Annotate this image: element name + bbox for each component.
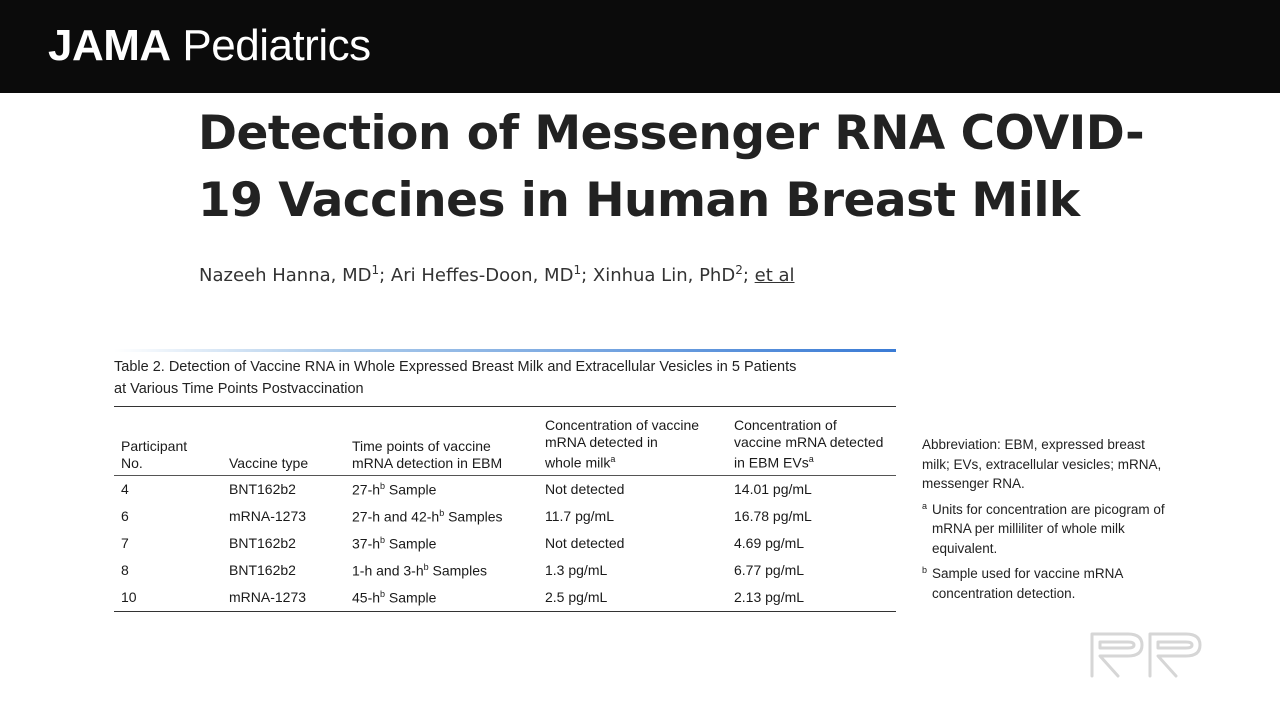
time-points (345, 557, 538, 584)
footnote-mark: b (439, 507, 445, 518)
article-title: Detection of Messenger RNA COVID-19 Vaccines in Human Breast Milk (198, 106, 1145, 228)
header-text: mRNA detected in (545, 434, 658, 450)
footnote-mark: b (922, 565, 928, 575)
author-affiliation: 2 (735, 263, 743, 277)
participant-no: 4 (121, 481, 129, 498)
author-name: Nazeeh Hanna, MD (199, 265, 372, 286)
table-caption-line: at Various Time Points Postvaccination (114, 381, 364, 397)
header-time-points (345, 407, 538, 475)
author-separator: ; (581, 265, 593, 286)
footnote-text: Units for concentration are picogram of mRNA per milliliter of whole milk equivalent. (932, 501, 1165, 556)
table-notes (922, 435, 1172, 609)
header-text: No. (121, 454, 143, 471)
time-text: Samples (428, 562, 487, 579)
conc-whole-milk: 1.3 pg/mL (545, 562, 608, 579)
time-text: Sample (385, 481, 437, 498)
vaccine-type: BNT162b2 (229, 481, 296, 498)
footnote-mark: b (380, 534, 386, 545)
conc-ebm-evs: 16.78 pg/mL (734, 508, 812, 525)
header-text: Concentration of vaccine (545, 417, 700, 433)
footnote-mark: a (610, 454, 616, 464)
header-text: Participant (121, 437, 188, 454)
conc-whole-milk: Not detected (545, 535, 625, 552)
footnote (922, 500, 1172, 559)
journal-name-bold: JAMA (48, 21, 171, 70)
participant-no: 7 (121, 535, 129, 552)
participant-no: 6 (121, 508, 129, 525)
header-conc-ebm-evs (727, 407, 896, 475)
author-separator: ; (379, 265, 391, 286)
header-participant (114, 407, 222, 475)
table-caption-line: Table 2. Detection of Vaccine RNA in Whole Expressed Breast Milk and Extracellular Vesicles in 5 Patients (114, 359, 797, 375)
time-text: 27-h (352, 481, 381, 498)
author-name: Ari Heffes-Doon, MD (390, 265, 574, 286)
table-row (114, 503, 896, 530)
conc-whole-milk: 11.7 pg/mL (545, 508, 615, 525)
header-text: Concentration of (734, 417, 837, 433)
time-text: Sample (385, 589, 437, 606)
header-text: vaccine mRNA detected (734, 434, 884, 450)
footnote-mark: b (380, 588, 386, 599)
time-text: 27-h and 42-h (352, 508, 440, 525)
vaccine-type: mRNA-1273 (229, 508, 307, 525)
table-row (114, 584, 896, 612)
conc-whole-milk: 2.5 pg/mL (538, 584, 727, 612)
table-header-row (114, 407, 896, 475)
data-table (114, 407, 896, 612)
footnote-mark: b (380, 480, 386, 491)
header-text: mRNA detection in EBM (352, 454, 503, 471)
participant-no: 10 (114, 584, 222, 612)
header-conc-whole-milk (538, 407, 727, 475)
results-table (114, 349, 896, 612)
vaccine-type: BNT162b2 (229, 535, 296, 552)
header-text: whole milk (545, 454, 611, 471)
author-list (199, 256, 795, 290)
time-points (345, 503, 538, 530)
vaccine-type: BNT162b2 (229, 562, 296, 579)
journal-header (0, 0, 1280, 93)
table-row (114, 475, 896, 503)
time-points (345, 475, 538, 503)
table-row (114, 530, 896, 557)
participant-no: 8 (121, 562, 129, 579)
abbreviation-note: Abbreviation: EBM, expressed breast milk; EVs, extracellular vesicles; mRNA, messenger RNA. (922, 437, 1162, 491)
time-text: Sample (385, 535, 437, 552)
author-affiliation: 1 (573, 263, 582, 277)
header-vaccine-type: Vaccine type (222, 407, 345, 475)
header-text: in EBM EVs (734, 454, 809, 471)
table-row (114, 557, 896, 584)
time-points (345, 530, 538, 557)
et-al-link[interactable]: et al (754, 265, 795, 286)
journal-logo (48, 20, 371, 72)
time-text: Samples (444, 508, 503, 525)
rr-logo-icon (1088, 630, 1208, 678)
conc-ebm-evs: 6.77 pg/mL (734, 562, 805, 579)
conc-ebm-evs: 2.13 pg/mL (727, 584, 896, 612)
time-text: 37-h (352, 535, 381, 552)
time-text: 45-h (352, 589, 381, 606)
author-affiliation: 1 (371, 263, 380, 277)
footnote-text: Sample used for vaccine mRNA concentration detection. (932, 566, 1123, 601)
footnote-mark: b (423, 561, 429, 572)
author-separator: ; (742, 265, 755, 286)
journal-name-light: Pediatrics (182, 21, 371, 70)
vaccine-type: mRNA-1273 (222, 584, 345, 612)
conc-whole-milk: Not detected (545, 481, 625, 498)
time-points (345, 584, 538, 612)
footnote-mark: a (922, 500, 928, 511)
conc-ebm-evs: 4.69 pg/mL (734, 535, 805, 552)
footnote (922, 564, 1172, 603)
footnote-mark: a (808, 454, 814, 464)
conc-ebm-evs: 14.01 pg/mL (734, 481, 812, 498)
author-name: Xinhua Lin, PhD (592, 265, 736, 286)
header-text: Time points of vaccine (352, 437, 491, 454)
table-caption (114, 352, 896, 407)
time-text: 1-h and 3-h (352, 562, 424, 579)
